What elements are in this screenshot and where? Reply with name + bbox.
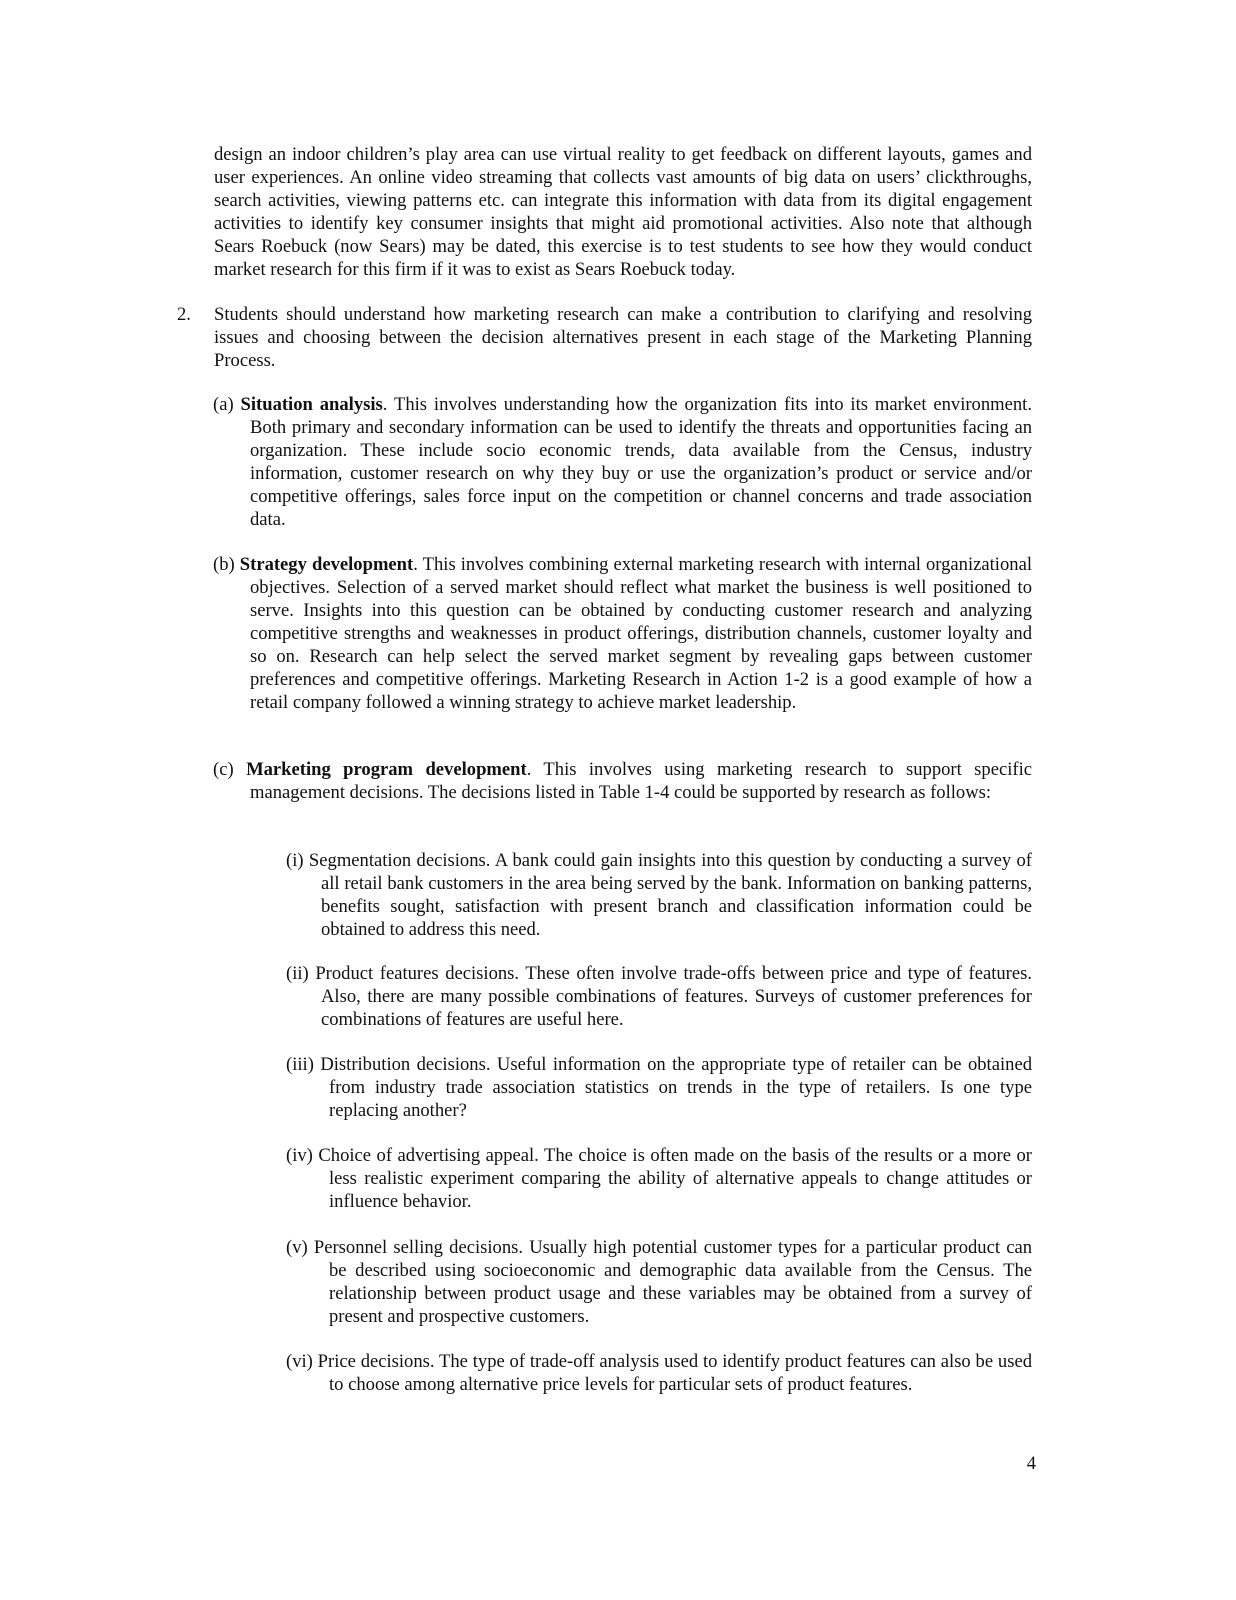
subsection-a-text: . This involves understanding how the organization fits into its market environment. Both primary and secondary information can be used to identify the threats and opportunities facing an organization. These include socio economic trends, data available from the Census, industry information, customer research on why they buy or use the organization’s product or service and/or competitive offerings, sales force input on the competition or channel concerns and trade association data.: [250, 394, 1032, 530]
subsection-b-title: Strategy development: [239, 554, 414, 575]
subsection-c-title: Marketing program development: [246, 759, 527, 780]
roman-item-label: (ii): [286, 963, 309, 984]
subsection-b-label: (b): [213, 554, 235, 575]
roman-item-text: Personnel selling decisions. Usually high potential customer types for a particular product can be described using socioeconomic and demographic data available from the Census. The relationship between product usage and these variables may be obtained from a survey of present and prospective customers.: [313, 1237, 1032, 1327]
roman-item: [286, 849, 1032, 941]
roman-item-label: (vi): [286, 1351, 313, 1372]
subsection-b: [213, 553, 1032, 714]
roman-item-label: (iv): [286, 1145, 313, 1166]
subsection-c-label: (c): [213, 759, 234, 780]
item-2-text: Students should understand how marketing research can make a contribution to clarifying and resolving issues and choosing between the decision alternatives present in each stage of the Marketing Planning Process.: [214, 304, 1032, 371]
subsection-b-text: . This involves combining external marketing research with internal organizational objectives. Selection of a served market should reflect what market the business is well positioned to serve. Insights into this question can be obtained by conducting customer research and analyzing competitive strengths and weaknesses in product offerings, distribution channels, customer loyalty and so on. Research can help select the served market segment by revealing gaps between customer preferences and competitive offerings. Marketing Research in Action 1-2 is a good example of how a retail company followed a winning strategy to achieve market leadership.: [250, 554, 1032, 713]
roman-item: [286, 1053, 1032, 1122]
roman-item-text: Product features decisions. These often involve trade-offs between price and type of features. Also, there are many possible combinations of features. Surveys of customer preferences for combinations of features are useful here.: [315, 963, 1032, 1030]
roman-item-text: Choice of advertising appeal. The choice is often made on the basis of the results or a more or less realistic experiment comparing the ability of alternative appeals to change attitudes or influence behavior.: [318, 1145, 1032, 1212]
roman-item-label: (iii): [286, 1054, 314, 1075]
subsection-c-text: . This involves using marketing research to support specific management decisions. The decisions listed in Table 1-4 could be supported by research as follows:: [250, 759, 1032, 803]
subsection-c: [213, 758, 1032, 804]
roman-item: [286, 962, 1032, 1031]
roman-item-text: Segmentation decisions. A bank could gain insights into this question by conducting a survey of all retail bank customers in the area being served by the bank. Information on banking patterns, benefits sought, satisfaction with present branch and classification information could be obtained to address this need.: [308, 850, 1032, 940]
page-number: 4: [1026, 1453, 1036, 1474]
roman-item: [286, 1236, 1032, 1328]
item-2-number: 2.: [177, 304, 191, 325]
roman-item: [286, 1350, 1032, 1396]
subsection-a: [213, 393, 1032, 531]
roman-item-text: Price decisions. The type of trade-off analysis used to identify product features can also be used to choose among alternative price levels for particular sets of product features.: [317, 1351, 1032, 1395]
subsection-a-title: Situation analysis: [240, 394, 383, 415]
subsection-a-label: (a): [213, 394, 234, 415]
roman-item-text: Distribution decisions. Useful information on the appropriate type of retailer can be obtained from industry trade association statistics on trends in the type of retailers. Is one type replacing another?: [320, 1054, 1032, 1121]
roman-item-label: (i): [286, 850, 304, 871]
intro-paragraph: design an indoor children’s play area can use virtual reality to get feedback on different layouts, games and user experiences. An online video streaming that collects vast amounts of big data on users’ clickthroughs, search activities, viewing patterns etc. can integrate this information with data from its digital engagement activities to identify key consumer insights that might aid promotional activities. Also note that although Sears Roebuck (now Sears) may be dated, this exercise is to test students to see how they would conduct market research for this firm if it was to exist as Sears Roebuck today.: [214, 144, 1032, 280]
roman-item: [286, 1144, 1032, 1213]
roman-item-label: (v): [286, 1237, 308, 1258]
